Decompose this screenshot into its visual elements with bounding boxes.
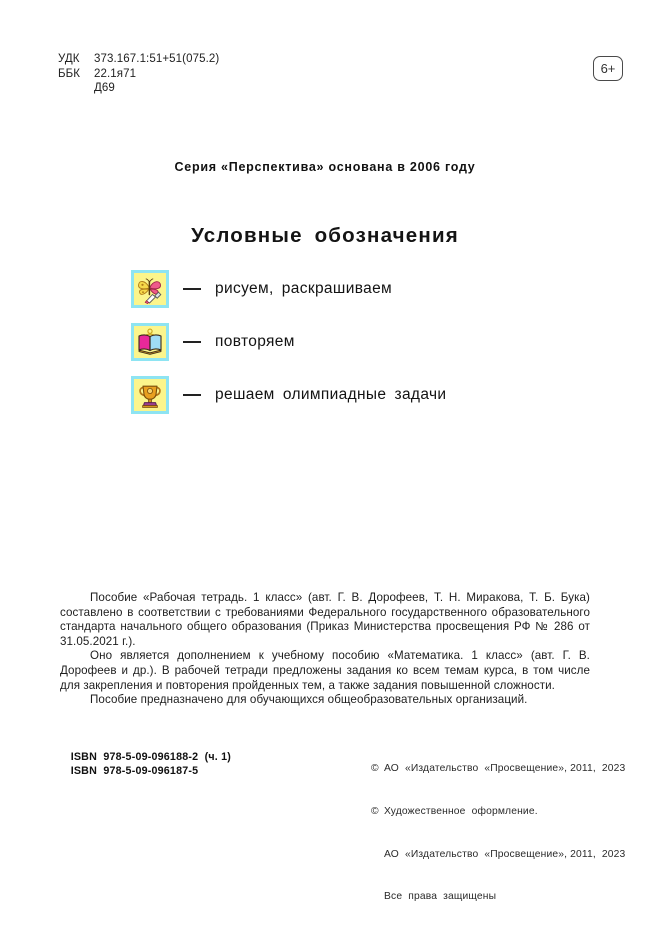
classification-value-udk: 373.167.1:51+51(075.2) bbox=[94, 53, 220, 65]
copyright-line-publisher bbox=[371, 762, 625, 776]
copyright-symbol: © bbox=[371, 806, 379, 818]
description-text bbox=[60, 591, 590, 708]
series-note: Серия «Перспектива» основана в 2006 году bbox=[174, 160, 476, 174]
legend-label-olympiad-tasks: решаем олимпиадные задачи bbox=[215, 386, 447, 403]
legend-label-review: повторяем bbox=[215, 333, 295, 350]
legend-item-review bbox=[131, 321, 591, 363]
classification-label-udk: УДК bbox=[58, 53, 80, 65]
classification-codes bbox=[58, 52, 219, 96]
copyright-text-design-publisher: АО «Издательство «Просвещение», 2011, 2023 bbox=[384, 848, 626, 860]
classification-row-bbk bbox=[58, 67, 219, 82]
page-title: Условные обозначения bbox=[191, 224, 459, 247]
legend-item-olympiad-tasks bbox=[131, 374, 591, 416]
copyright-block bbox=[371, 734, 625, 933]
classification-value-author-mark: Д69 bbox=[94, 82, 115, 94]
butterfly-paintbrush-icon bbox=[131, 270, 169, 308]
legend-label-draw-and-color: рисуем, раскрашиваем bbox=[215, 280, 393, 297]
description-paragraph-3: Пособие предназначено для обучающихся общеобразовательных организаций. bbox=[90, 693, 528, 707]
legend-dash bbox=[183, 288, 201, 290]
classification-row-author-mark bbox=[58, 81, 219, 96]
legend-dash bbox=[183, 394, 201, 396]
classification-value-bbk: 22.1я71 bbox=[94, 67, 137, 80]
open-book-icon bbox=[131, 323, 169, 361]
copyright-text-rights-reserved: Все права защищены bbox=[384, 891, 497, 903]
classification-label-bbk: ББК bbox=[58, 67, 81, 80]
copyright-text-design: Художественное оформление. bbox=[384, 806, 538, 818]
copyright-line-design-publisher bbox=[371, 848, 625, 862]
legend-list bbox=[131, 268, 591, 427]
description-paragraph-1: Пособие «Рабочая тетрадь. 1 класс» (авт. Г. В. Дорофеев, Т. Н. Миракова, Т. Б. Бука) составлено в соответствии с требованиями Федерального государственного образовательного стандарта начального общего образования (Приказ Министерства просвещения РФ № 286 от 31.05.2021 г.). bbox=[60, 591, 590, 648]
copyright-symbol: © bbox=[371, 763, 379, 775]
trophy-cup-icon bbox=[131, 376, 169, 414]
classification-row-udk bbox=[58, 52, 219, 67]
legend-item-draw-and-color bbox=[131, 268, 591, 310]
isbn-line-part-1: ISBN 978-5-09-096188-2 (ч. 1) bbox=[70, 750, 232, 763]
legend-dash bbox=[183, 341, 201, 343]
description-paragraph-2: Оно является дополнением к учебному пособию «Математика. 1 класс» (авт. Г. В. Дорофеев и др.). В рабочей тетради предложены задания ко всем темам курса, в том числе для закрепления и повторения пройденных тем, а также задания повышенной сложности. bbox=[60, 649, 590, 692]
age-rating-badge bbox=[593, 56, 623, 81]
copyright-line-design bbox=[371, 805, 625, 819]
copyright-text-publisher: АО «Издательство «Просвещение», 2011, 2023 bbox=[384, 763, 626, 775]
isbn-block bbox=[58, 735, 231, 793]
isbn-line-full-set: ISBN 978-5-09-096187-5 bbox=[70, 765, 199, 777]
age-rating-text: 6+ bbox=[600, 61, 616, 76]
copyright-line-rights-reserved bbox=[371, 890, 625, 904]
